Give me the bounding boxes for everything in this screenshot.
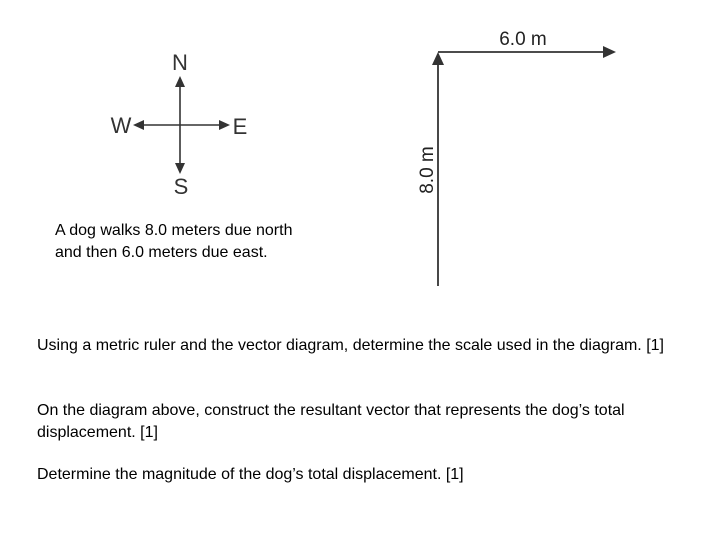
problem-statement: A dog walks 8.0 meters due north and then 6.0 meters due east. (55, 222, 293, 261)
compass-label-north: N (172, 50, 188, 75)
compass-label-south: S (173, 174, 189, 199)
compass-label-west: W (110, 113, 132, 138)
question-resultant: On the diagram above, construct the resultant vector that represents the dog’s total displacement. [1] (37, 402, 625, 441)
north-vector-arrowhead-icon (432, 52, 444, 65)
arrow-east-icon (219, 120, 230, 130)
compass-rose (111, 50, 248, 199)
question-scale: Using a metric ruler and the vector diagram, determine the scale used in the diagram. [1] (37, 337, 664, 354)
east-vector-arrowhead-icon (603, 46, 616, 58)
compass-label-east: E (232, 114, 248, 139)
north-vector-label: 8.0 m (417, 146, 438, 194)
displacement-vectors (417, 29, 616, 286)
question-magnitude: Determine the magnitude of the dog’s total displacement. [1] (37, 466, 464, 483)
east-vector-label: 6.0 m (499, 29, 547, 50)
arrow-south-icon (175, 163, 185, 174)
arrow-north-icon (175, 76, 185, 87)
arrow-west-icon (133, 120, 144, 130)
